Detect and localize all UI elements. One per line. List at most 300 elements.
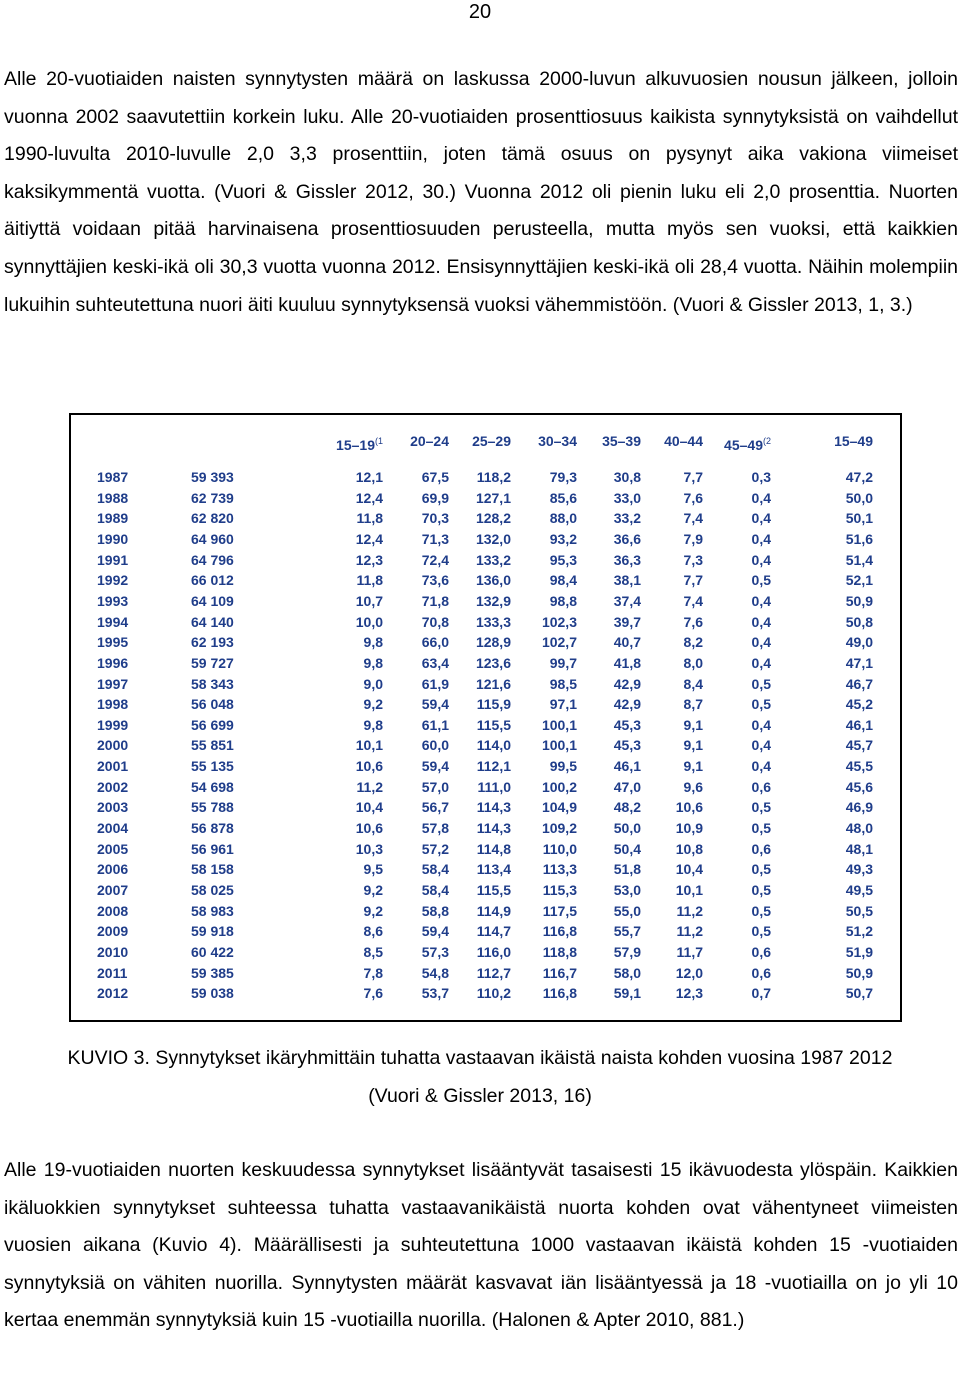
rate-cell: 67,5	[421, 469, 449, 485]
rate-cell: 97,1	[549, 696, 577, 713]
rate-cell: 133,2	[475, 551, 511, 568]
births-cell: 62 820	[191, 510, 234, 527]
rate-cell: 7,7	[683, 469, 703, 485]
year-cell: 2012	[97, 985, 129, 1002]
rate-cell: 0,3	[751, 469, 771, 485]
births-cell: 56 878	[191, 820, 234, 837]
table-row	[71, 777, 900, 797]
rate-cell: 9,1	[683, 716, 703, 733]
rate-cell: 30,8	[613, 469, 641, 485]
rate-cell: 0,5	[751, 799, 771, 816]
rate-cell: 51,8	[613, 861, 641, 878]
rate-cell: 9,2	[363, 696, 383, 713]
rate-cell: 112,7	[476, 964, 511, 981]
table-row	[71, 653, 900, 673]
rate-cell: 10,4	[675, 861, 703, 878]
rate-cell: 7,4	[683, 510, 703, 527]
rate-cell: 0,4	[751, 737, 771, 754]
rate-cell: 11,8	[356, 572, 383, 589]
table-row	[71, 901, 900, 921]
rate-cell: 0,4	[751, 654, 771, 671]
rate-cell: 115,9	[476, 696, 511, 713]
table-row	[71, 735, 900, 755]
rate-cell: 50,7	[845, 985, 873, 1002]
births-cell: 60 422	[191, 943, 234, 960]
rate-cell: 10,0	[355, 613, 383, 630]
rate-cell: 117,5	[542, 902, 577, 919]
table-row	[71, 632, 900, 652]
table-row	[71, 818, 900, 838]
births-cell: 55 788	[191, 799, 234, 816]
births-cell: 58 025	[191, 882, 234, 898]
table-row	[71, 880, 900, 900]
rate-cell: 0,5	[751, 572, 771, 589]
rate-cell: 45,5	[845, 758, 873, 775]
column-header: 30–34	[538, 433, 577, 449]
rate-cell: 9,2	[363, 902, 383, 919]
rate-cell: 61,1	[421, 716, 449, 733]
rate-cell: 99,7	[549, 654, 577, 671]
table-row	[71, 963, 900, 983]
year-cell: 2002	[97, 778, 129, 795]
rate-cell: 10,6	[355, 820, 383, 837]
year-cell: 1990	[97, 530, 129, 547]
rate-cell: 12,1	[355, 469, 383, 485]
births-cell: 64 796	[191, 551, 234, 568]
rate-cell: 40,7	[613, 634, 641, 651]
year-cell: 2010	[97, 943, 129, 960]
rate-cell: 88,0	[549, 510, 577, 527]
rate-cell: 71,3	[421, 530, 449, 547]
table-row	[71, 756, 900, 776]
rate-cell: 0,5	[751, 923, 771, 940]
rate-cell: 11,7	[676, 943, 703, 960]
rate-cell: 114,3	[476, 820, 511, 837]
year-cell: 1991	[97, 551, 129, 568]
rate-cell: 49,5	[845, 882, 873, 898]
births-cell: 62 193	[191, 634, 234, 651]
births-cell: 62 739	[191, 489, 234, 506]
table-row	[71, 529, 900, 549]
rate-cell: 11,8	[356, 510, 383, 527]
rate-cell: 100,1	[541, 737, 577, 754]
year-cell: 2004	[97, 820, 129, 837]
rate-cell: 63,4	[421, 654, 449, 671]
rate-cell: 8,4	[683, 675, 703, 692]
rate-cell: 48,2	[613, 799, 641, 816]
rate-cell: 10,4	[355, 799, 383, 816]
births-cell: 59 727	[191, 654, 234, 671]
rate-cell: 8,2	[683, 634, 703, 651]
rate-cell: 8,0	[683, 654, 703, 671]
rate-cell: 0,4	[751, 613, 771, 630]
year-cell: 2003	[97, 799, 129, 816]
rate-cell: 47,1	[845, 654, 873, 671]
table-row	[71, 715, 900, 735]
rate-cell: 100,1	[541, 716, 577, 733]
rate-cell: 98,4	[549, 572, 577, 589]
rate-cell: 36,3	[613, 551, 641, 568]
rate-cell: 7,6	[683, 489, 703, 506]
year-cell: 2000	[97, 737, 129, 754]
rate-cell: 73,6	[421, 572, 449, 589]
rate-cell: 0,4	[751, 592, 771, 609]
rate-cell: 0,7	[751, 985, 771, 1002]
births-cell: 66 012	[191, 572, 234, 589]
rate-cell: 116,0	[476, 943, 511, 960]
rate-cell: 0,4	[751, 489, 771, 506]
year-cell: 1997	[97, 675, 129, 692]
rate-cell: 0,6	[751, 943, 771, 960]
year-cell: 1999	[97, 716, 129, 733]
rate-cell: 41,8	[613, 654, 641, 671]
rate-cell: 114,9	[476, 902, 511, 919]
rate-cell: 99,5	[549, 758, 577, 775]
page-number: 20	[468, 1, 492, 23]
rate-cell: 0,6	[751, 778, 771, 795]
rate-cell: 7,8	[363, 964, 383, 981]
rate-cell: 118,2	[476, 469, 511, 485]
column-header: 15–49	[834, 433, 873, 449]
year-cell: 1995	[97, 634, 129, 651]
rate-cell: 118,8	[542, 943, 577, 960]
year-cell: 2001	[97, 758, 129, 775]
rate-cell: 8,6	[363, 923, 383, 940]
rate-cell: 0,6	[751, 840, 771, 857]
column-header: 20–24	[410, 433, 449, 449]
rate-cell: 110,2	[476, 985, 511, 1002]
rate-cell: 102,3	[541, 613, 577, 630]
rate-cell: 12,3	[355, 551, 383, 568]
rate-cell: 95,3	[549, 551, 577, 568]
births-cell: 58 983	[191, 902, 234, 919]
rate-cell: 59,4	[421, 696, 449, 713]
rate-cell: 8,5	[363, 943, 383, 960]
rate-cell: 136,0	[475, 572, 511, 589]
rate-cell: 7,6	[363, 985, 383, 1002]
year-cell: 1998	[97, 696, 129, 713]
rate-cell: 57,9	[613, 943, 641, 960]
table-row	[71, 797, 900, 817]
rate-cell: 50,9	[845, 964, 873, 981]
figure-table	[69, 413, 902, 1022]
table-row	[71, 488, 900, 508]
rate-cell: 114,3	[476, 799, 511, 816]
rate-cell: 115,3	[542, 882, 577, 898]
births-cell: 56 699	[191, 716, 234, 733]
rate-cell: 0,4	[751, 634, 771, 651]
year-cell: 1988	[97, 489, 129, 506]
rate-cell: 0,6	[751, 964, 771, 981]
rate-cell: 93,2	[549, 530, 577, 547]
rate-cell: 0,5	[751, 882, 771, 898]
rate-cell: 0,4	[751, 530, 771, 547]
rate-cell: 70,8	[421, 613, 449, 630]
rate-cell: 58,4	[421, 882, 449, 898]
births-cell: 58 158	[191, 861, 234, 878]
rate-cell: 7,6	[683, 613, 703, 630]
rate-cell: 71,8	[421, 592, 449, 609]
rate-cell: 11,2	[676, 902, 703, 919]
births-cell: 59 038	[191, 985, 234, 1002]
rate-cell: 46,9	[845, 799, 873, 816]
rate-cell: 50,5	[845, 902, 873, 919]
rate-cell: 72,4	[421, 551, 449, 568]
births-cell: 54 698	[191, 778, 234, 795]
rate-cell: 58,8	[421, 902, 449, 919]
rate-cell: 10,7	[355, 592, 383, 609]
rate-cell: 59,1	[613, 985, 641, 1002]
table-row	[71, 570, 900, 590]
rate-cell: 50,0	[845, 489, 873, 506]
rate-cell: 45,2	[845, 696, 873, 713]
column-header: 35–39	[602, 433, 641, 449]
rate-cell: 0,4	[751, 510, 771, 527]
rate-cell: 9,8	[363, 634, 383, 651]
rate-cell: 111,0	[477, 778, 511, 795]
rate-cell: 12,3	[675, 985, 703, 1002]
rate-cell: 7,9	[683, 530, 703, 547]
rate-cell: 114,7	[476, 923, 511, 940]
table-row	[71, 839, 900, 859]
rate-cell: 9,5	[363, 861, 383, 878]
rate-cell: 115,5	[476, 882, 511, 898]
rate-cell: 10,1	[355, 737, 383, 754]
rate-cell: 55,7	[613, 923, 641, 940]
rate-cell: 7,3	[683, 551, 703, 568]
rate-cell: 45,6	[845, 778, 873, 795]
rate-cell: 10,3	[355, 840, 383, 857]
table-row	[71, 467, 900, 487]
rate-cell: 9,1	[683, 737, 703, 754]
rate-cell: 36,6	[613, 530, 641, 547]
rate-cell: 109,2	[541, 820, 577, 837]
column-header: 40–44	[664, 433, 703, 449]
rate-cell: 0,5	[751, 675, 771, 692]
year-cell: 2006	[97, 861, 129, 878]
rate-cell: 7,4	[683, 592, 703, 609]
year-cell: 1987	[97, 469, 129, 485]
rate-cell: 48,0	[845, 820, 873, 837]
rate-cell: 49,3	[845, 861, 873, 878]
rate-cell: 0,5	[751, 696, 771, 713]
table-row	[71, 983, 900, 1003]
table-row	[71, 859, 900, 879]
rate-cell: 50,1	[845, 510, 873, 527]
births-cell: 64 960	[191, 530, 234, 547]
rate-cell: 0,4	[751, 758, 771, 775]
year-cell: 1993	[97, 592, 129, 609]
rate-cell: 46,1	[613, 758, 641, 775]
year-cell: 2005	[97, 840, 129, 857]
births-cell: 55 135	[191, 758, 234, 775]
rate-cell: 54,8	[421, 964, 449, 981]
rate-cell: 59,4	[421, 923, 449, 940]
rate-cell: 50,9	[845, 592, 873, 609]
rate-cell: 113,4	[476, 861, 511, 878]
rate-cell: 132,9	[475, 592, 511, 609]
rate-cell: 47,2	[845, 469, 873, 485]
rate-cell: 57,2	[421, 840, 449, 857]
year-cell: 1992	[97, 572, 129, 589]
rate-cell: 7,7	[683, 572, 703, 589]
rate-cell: 37,4	[613, 592, 641, 609]
rate-cell: 98,5	[549, 675, 577, 692]
rate-cell: 60,0	[421, 737, 449, 754]
births-cell: 59 918	[191, 923, 234, 940]
rate-cell: 127,1	[475, 489, 511, 506]
rate-cell: 50,8	[845, 613, 873, 630]
rate-cell: 70,3	[421, 510, 449, 527]
rate-cell: 79,3	[549, 469, 577, 485]
births-cell: 59 385	[191, 964, 234, 981]
rate-cell: 46,7	[845, 675, 873, 692]
rate-cell: 50,4	[613, 840, 641, 857]
year-cell: 2011	[97, 964, 128, 981]
rate-cell: 45,7	[845, 737, 873, 754]
rate-cell: 9,2	[363, 882, 383, 898]
rate-cell: 9,1	[683, 758, 703, 775]
rate-cell: 113,3	[542, 861, 577, 878]
rate-cell: 116,7	[542, 964, 577, 981]
rate-cell: 51,2	[845, 923, 873, 940]
rate-cell: 110,0	[542, 840, 577, 857]
rate-cell: 12,0	[675, 964, 703, 981]
table-header-row	[71, 431, 900, 451]
rate-cell: 53,7	[421, 985, 449, 1002]
year-cell: 1994	[97, 613, 129, 630]
rate-cell: 128,2	[475, 510, 511, 527]
year-cell: 1989	[97, 510, 129, 527]
table-row	[71, 942, 900, 962]
rate-cell: 0,5	[751, 902, 771, 919]
body-paragraph-1: Alle 20-vuotiaiden naisten synnytysten määrä on laskussa 2000-luvun alkuvuosien nousun jälkeen, jolloin vuonna 2002 saavutettiin korkein luku. Alle 20-vuotiaiden prosenttiosuus kaikista synnytyksistä on vaihdellut 1990-luvulta 2010-luvulle 2,0 3,3 prosenttiin, joten tämä osuus on pysynyt aika vakiona viimeiset kaksikymmentä vuotta. (Vuori & Gissler 2012, 30.) Vuonna 2012 oli pienin luku eli 2,0 prosenttia. Nuorten äitiyttä voidaan pitää harvinaisena prosenttiosuuden perusteella, mutta myös sen vuoksi, että kaikkien synnyttäjien keski-ikä oli 30,3 vuotta vuonna 2012. Ensisynnyttäjien keski-ikä oli 28,4 vuotta. Näihin molempiin lukuihin suhteutettuna nuori äiti kuuluu synnytyksensä vuoksi vähemmistöön. (Vuori & Gissler 2013, 1, 3.)	[4, 68, 958, 316]
rate-cell: 39,7	[613, 613, 641, 630]
births-cell: 55 851	[191, 737, 234, 754]
rate-cell: 52,1	[845, 572, 873, 589]
year-cell: 2008	[97, 902, 129, 919]
rate-cell: 0,4	[751, 551, 771, 568]
rate-cell: 57,3	[421, 943, 449, 960]
body-paragraph-2: Alle 19-vuotiaiden nuorten keskuudessa synnytykset lisääntyvät tasaisesti 15 ikävuodesta ylöspäin. Kaikkien ikäluokkien synnytykset suhteessa tuhatta vastaavanikäistä nuorta kohden ovat vähentyneet viimeisten vuosien aikana (Kuvio 4). Määrällisesti ja suhteutettuna 1000 vastaavan ikäistä kohden 15 -vuotiaiden synnytyksiä on vähiten nuorilla. Synnytysten määrät kasvavat iän lisääntyessä ja 18 -vuotiailla on jo yli 10 kertaa enemmän synnytyksiä kuin 15 -vuotiailla nuorilla. (Halonen & Apter 2010, 881.)	[4, 1159, 958, 1332]
rate-cell: 10,1	[675, 882, 703, 898]
births-cell: 56 048	[191, 696, 234, 713]
rate-cell: 10,8	[675, 840, 703, 857]
rate-cell: 55,0	[613, 902, 641, 919]
rate-cell: 12,4	[355, 489, 383, 506]
rate-cell: 12,4	[355, 530, 383, 547]
births-cell: 64 109	[191, 592, 234, 609]
rate-cell: 47,0	[613, 778, 641, 795]
table-row	[71, 508, 900, 528]
rate-cell: 51,4	[845, 551, 873, 568]
rate-cell: 123,6	[475, 654, 511, 671]
column-header: 15–19$^{(1}$	[336, 436, 383, 453]
rate-cell: 0,4	[751, 716, 771, 733]
year-cell: 2007	[97, 882, 129, 898]
rate-cell: 66,0	[421, 634, 449, 651]
rate-cell: 8,7	[683, 696, 703, 713]
table-row	[71, 550, 900, 570]
year-cell: 1996	[97, 654, 129, 671]
rate-cell: 10,9	[675, 820, 703, 837]
rate-cell: 33,2	[613, 510, 641, 527]
births-cell: 58 343	[191, 675, 234, 692]
rate-cell: 48,1	[845, 840, 873, 857]
rate-cell: 116,8	[542, 923, 577, 940]
rate-cell: 38,1	[613, 572, 641, 589]
rate-cell: 115,5	[476, 716, 511, 733]
rate-cell: 121,6	[475, 675, 511, 692]
table-row	[71, 591, 900, 611]
births-cell: 59 393	[191, 469, 234, 485]
rate-cell: 133,3	[475, 613, 511, 630]
rate-cell: 104,9	[541, 799, 577, 816]
rate-cell: 9,6	[683, 778, 703, 795]
rate-cell: 69,9	[421, 489, 449, 506]
rate-cell: 128,9	[475, 634, 511, 651]
rate-cell: 49,0	[845, 634, 873, 651]
rate-cell: 42,9	[613, 675, 641, 692]
rate-cell: 114,8	[476, 840, 511, 857]
rate-cell: 53,0	[613, 882, 641, 898]
rate-cell: 51,6	[845, 530, 873, 547]
rate-cell: 98,8	[549, 592, 577, 609]
rate-cell: 10,6	[675, 799, 703, 816]
year-cell: 2009	[97, 923, 129, 940]
rate-cell: 85,6	[549, 489, 577, 506]
figure-caption: KUVIO 3. Synnytykset ikäryhmittäin tuhatta vastaavan ikäistä naista kohden vuosina 1987 2012	[67, 1047, 893, 1069]
rate-cell: 45,3	[613, 716, 641, 733]
rate-cell: 11,2	[676, 923, 703, 940]
table-row	[71, 694, 900, 714]
column-header: 45–49$^{(2}$	[724, 436, 771, 453]
rate-cell: 61,9	[421, 675, 449, 692]
rate-cell: 42,9	[613, 696, 641, 713]
rate-cell: 112,1	[476, 758, 511, 775]
rate-cell: 50,0	[613, 820, 641, 837]
rate-cell: 0,5	[751, 861, 771, 878]
rate-cell: 9,8	[363, 716, 383, 733]
rate-cell: 102,7	[541, 634, 577, 651]
births-cell: 64 140	[191, 613, 234, 630]
table-row	[71, 674, 900, 694]
rate-cell: 0,5	[751, 820, 771, 837]
rate-cell: 58,0	[613, 964, 641, 981]
rate-cell: 59,4	[421, 758, 449, 775]
figure-caption-source: (Vuori & Gissler 2013, 16)	[368, 1085, 592, 1107]
rate-cell: 56,7	[421, 799, 449, 816]
column-header: 25–29	[472, 433, 511, 449]
table-row	[71, 921, 900, 941]
rate-cell: 10,6	[355, 758, 383, 775]
rate-cell: 46,1	[845, 716, 873, 733]
rate-cell: 33,0	[613, 489, 641, 506]
births-cell: 56 961	[191, 840, 234, 857]
rate-cell: 114,0	[476, 737, 511, 754]
rate-cell: 9,8	[363, 654, 383, 671]
rate-cell: 116,8	[542, 985, 577, 1002]
rate-cell: 57,0	[421, 778, 449, 795]
rate-cell: 100,2	[541, 778, 577, 795]
rate-cell: 11,2	[356, 778, 383, 795]
rate-cell: 9,0	[363, 675, 383, 692]
rate-cell: 132,0	[475, 530, 511, 547]
rate-cell: 57,8	[421, 820, 449, 837]
table-row	[71, 612, 900, 632]
rate-cell: 58,4	[421, 861, 449, 878]
rate-cell: 45,3	[613, 737, 641, 754]
